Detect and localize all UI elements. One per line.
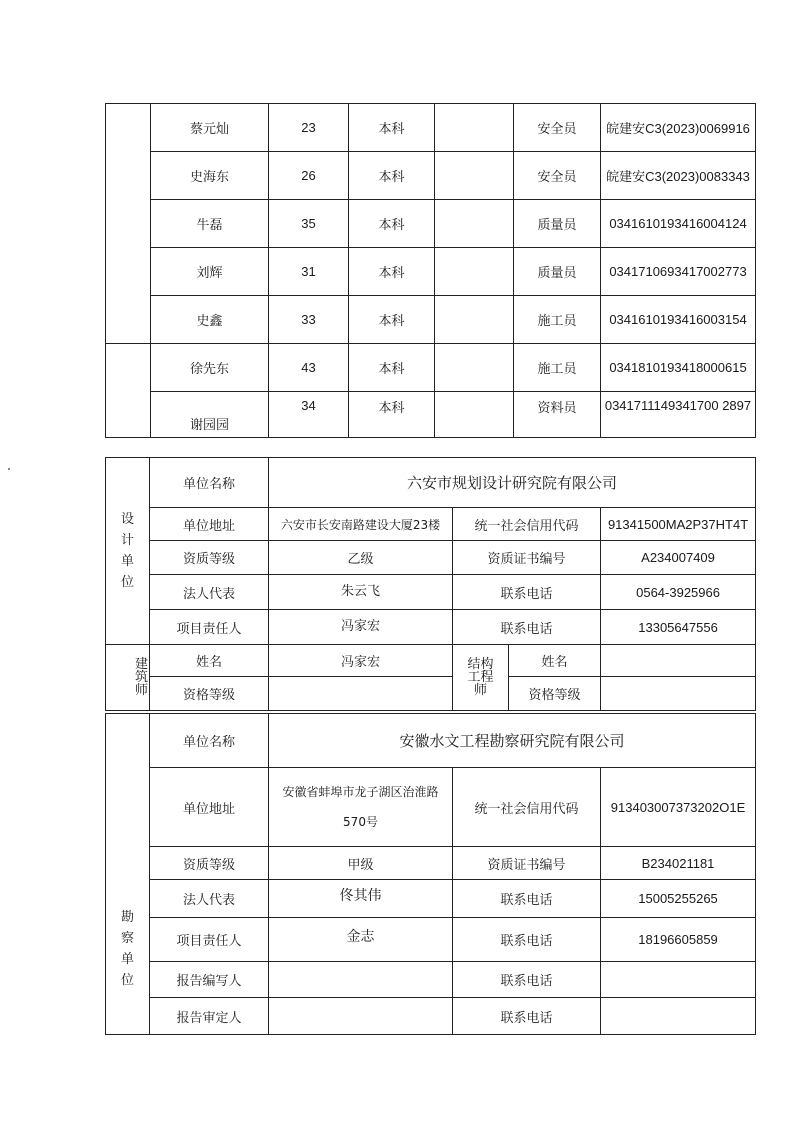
report-reviewer-label: 报告审定人 (150, 998, 269, 1035)
staff-name: 牛磊 (151, 200, 269, 248)
table-row (106, 998, 756, 1035)
staff-role: 施工员 (514, 344, 601, 392)
staff-name: 史海东 (151, 152, 269, 200)
staff-age: 31 (269, 248, 349, 296)
legal-rep-label: 法人代表 (150, 880, 269, 918)
survey-credit-code: 913403007373202O1E (601, 768, 756, 847)
staff-education: 本科 (349, 392, 435, 438)
table-row (106, 296, 756, 344)
group-cell (106, 104, 151, 344)
staff-name: 徐先东 (151, 344, 269, 392)
table-row (106, 918, 756, 962)
report-writer-label: 报告编写人 (150, 962, 269, 998)
table-row (106, 768, 756, 847)
phone-label: 联系电话 (453, 880, 601, 918)
staff-cert: 皖建安C3(2023)0083343 (601, 152, 756, 200)
empty-cell (435, 152, 514, 200)
staff-education: 本科 (349, 104, 435, 152)
table-row (106, 200, 756, 248)
person-name-label: 姓名 (509, 645, 601, 677)
empty-cell (435, 296, 514, 344)
staff-age: 43 (269, 344, 349, 392)
staff-education: 本科 (349, 200, 435, 248)
cert-no-label: 资质证书编号 (453, 847, 601, 880)
person-name-label: 姓名 (150, 645, 269, 677)
architect-qual (269, 677, 453, 711)
table-row (106, 847, 756, 880)
staff-age: 26 (269, 152, 349, 200)
structural-qual (601, 677, 756, 711)
pm-label: 项目责任人 (150, 610, 269, 645)
staff-age: 34 (269, 392, 349, 438)
cert-no-label: 资质证书编号 (453, 541, 601, 575)
staff-age: 35 (269, 200, 349, 248)
survey-address (269, 768, 453, 847)
table-row (106, 458, 756, 508)
phone-label: 联系电话 (453, 575, 601, 610)
qualification-label: 资质等级 (150, 541, 269, 575)
design-legal-rep: 朱云飞 (269, 575, 453, 610)
qual-level-label: 资格等级 (150, 677, 269, 711)
design-cert-no: A234007409 (601, 541, 756, 575)
design-address: 六安市长安南路建设大厦23楼 (269, 508, 453, 541)
architect-title: 建筑师 (106, 645, 150, 711)
empty-cell (435, 104, 514, 152)
staff-cert: 0341810193418000615 (601, 344, 756, 392)
staff-cert: 0341610193416004124 (601, 200, 756, 248)
table-row (106, 344, 756, 392)
address-label: 单位地址 (150, 508, 269, 541)
survey-qualification: 甲级 (269, 847, 453, 880)
survey-address-line1: 安徽省蚌埠市龙子湖区治淮路 (282, 785, 439, 799)
staff-cert: 0341710693417002773 (601, 248, 756, 296)
architect-name: 冯家宏 (269, 645, 453, 677)
table-row (106, 714, 756, 768)
staff-role: 安全员 (514, 104, 601, 152)
survey-legal-phone: 15005255265 (601, 880, 756, 918)
legal-rep-label: 法人代表 (150, 575, 269, 610)
survey-address-line2: 570号 (343, 815, 378, 829)
design-pm-phone: 13305647556 (601, 610, 756, 645)
table-row (106, 962, 756, 998)
staff-role: 质量员 (514, 248, 601, 296)
phone-label: 联系电话 (453, 610, 601, 645)
pm-label: 项目责任人 (150, 918, 269, 962)
empty-cell (435, 248, 514, 296)
staff-role: 施工员 (514, 296, 601, 344)
staff-cert: 0341711149341700 2897 (601, 392, 756, 438)
staff-table (105, 103, 756, 438)
design-section-title: 设计单位 (106, 458, 150, 645)
staff-cert: 皖建安C3(2023)0069916 (601, 104, 756, 152)
survey-unit-table (105, 713, 756, 1035)
staff-name: 史鑫 (151, 296, 269, 344)
design-unit-table (105, 457, 756, 711)
survey-unit-name: 安徽水文工程勘察研究院有限公司 (269, 714, 756, 768)
staff-education: 本科 (349, 152, 435, 200)
table-row (106, 392, 756, 438)
scan-speck (8, 468, 10, 470)
survey-section-title: 勘察单位 (106, 714, 150, 1035)
report-writer-phone (601, 962, 756, 998)
survey-legal-rep: 佟其伟 (269, 880, 453, 918)
phone-label: 联系电话 (453, 998, 601, 1035)
design-unit-name: 六安市规划设计研究院有限公司 (269, 458, 756, 508)
design-legal-phone: 0564-3925966 (601, 575, 756, 610)
design-credit-code: 91341500MA2P37HT4T (601, 508, 756, 541)
table-row (106, 575, 756, 610)
qualification-label: 资质等级 (150, 847, 269, 880)
staff-education: 本科 (349, 344, 435, 392)
staff-role: 安全员 (514, 152, 601, 200)
table-row (106, 152, 756, 200)
address-label: 单位地址 (150, 768, 269, 847)
staff-age: 33 (269, 296, 349, 344)
table-row (106, 645, 756, 677)
staff-education: 本科 (349, 248, 435, 296)
staff-name: 蔡元灿 (151, 104, 269, 152)
phone-label: 联系电话 (453, 962, 601, 998)
survey-pm-phone: 18196605859 (601, 918, 756, 962)
staff-role: 资料员 (514, 392, 601, 438)
structural-name (601, 645, 756, 677)
staff-name: 谢园园 (151, 392, 269, 438)
table-row (106, 541, 756, 575)
staff-role: 质量员 (514, 200, 601, 248)
survey-cert-no: B234021181 (601, 847, 756, 880)
table-row (106, 508, 756, 541)
staff-cert: 0341610193416003154 (601, 296, 756, 344)
staff-age: 23 (269, 104, 349, 152)
empty-cell (435, 392, 514, 438)
credit-code-label: 统一社会信用代码 (453, 768, 601, 847)
unit-name-label: 单位名称 (150, 458, 269, 508)
report-reviewer-phone (601, 998, 756, 1035)
table-row (106, 610, 756, 645)
design-pm: 冯家宏 (269, 610, 453, 645)
design-qualification: 乙级 (269, 541, 453, 575)
unit-name-label: 单位名称 (150, 714, 269, 768)
table-row (106, 248, 756, 296)
table-row (106, 104, 756, 152)
table-row (106, 677, 756, 711)
credit-code-label: 统一社会信用代码 (453, 508, 601, 541)
empty-cell (435, 200, 514, 248)
report-writer (269, 962, 453, 998)
survey-pm: 金志 (269, 918, 453, 962)
table-row (106, 880, 756, 918)
staff-education: 本科 (349, 296, 435, 344)
staff-name: 刘辉 (151, 248, 269, 296)
qual-level-label: 资格等级 (509, 677, 601, 711)
phone-label: 联系电话 (453, 918, 601, 962)
group-cell (106, 344, 151, 438)
empty-cell (435, 344, 514, 392)
structural-title: 结构工程师 (453, 645, 509, 711)
report-reviewer (269, 998, 453, 1035)
